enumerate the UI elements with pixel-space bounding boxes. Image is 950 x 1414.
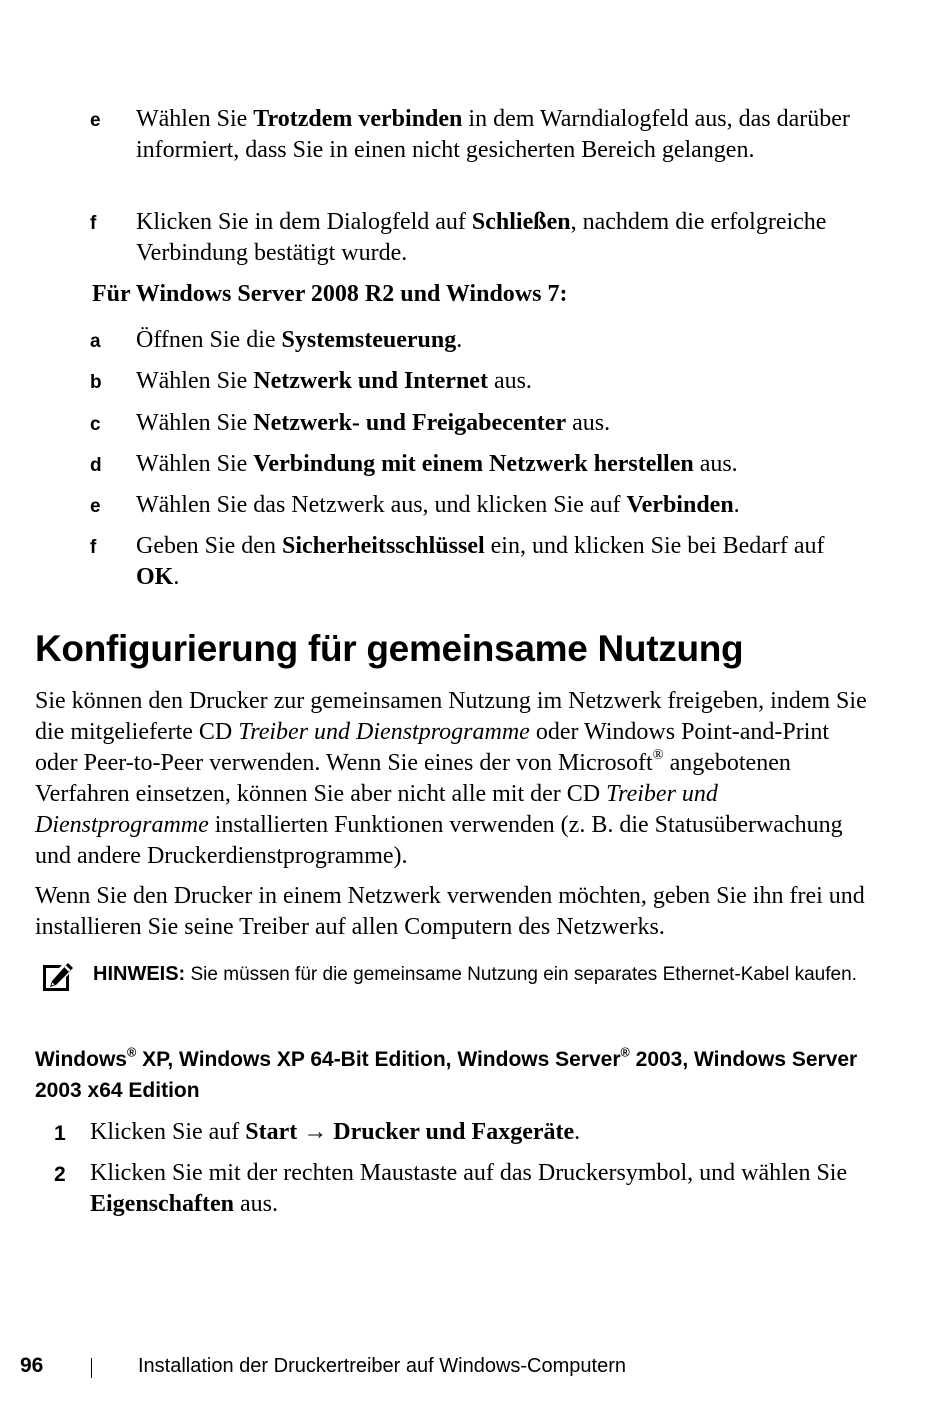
page-footer	[0, 1354, 950, 1384]
step-text: Wählen Sie Netzwerk- und Freigabecenter aus.	[136, 410, 611, 436]
step-text: Geben Sie den Sicherheitsschlüssel ein, und klicken Sie bei Bedarf auf OK.	[136, 533, 825, 590]
step-text: Wählen Sie Verbindung mit einem Netzwerk herstellen aus.	[136, 451, 738, 477]
body-paragraph: Sie können den Drucker zur gemeinsamen Nutzung im Netzwerk freigeben, indem Sie die mitgelieferte CD Treiber und Dienstprogramme oder Windows Point-and-Print oder Peer-to-Peer verwenden. Wenn Sie eines der von Microsoft® angebotenen Verfahren einsetzen, können Sie aber nicht alle mit der CD Treiber und Dienstprogramme installierten Funktionen verwenden (z. B. die Statusüberwachung und andere Druckerdienstprogramme).	[35, 688, 867, 869]
step-text: Klicken Sie auf Start → Drucker und Faxgeräte.	[90, 1119, 581, 1145]
step-text: Klicken Sie mit der rechten Maustaste auf das Druckersymbol, und wählen Sie Eigenschaften aus.	[90, 1160, 848, 1217]
step-letter: c	[90, 414, 101, 435]
step-item	[90, 207, 870, 269]
section-title: Konfigurierung für gemeinsame Nutzung	[35, 628, 744, 669]
body-paragraph: Wenn Sie den Drucker in einem Netzwerk verwenden möchten, geben Sie ihn frei und installieren Sie seine Treiber auf allen Computern des Netzwerks.	[35, 883, 865, 940]
step-letter: f	[90, 537, 97, 558]
step-item	[90, 366, 870, 397]
footer-divider	[91, 1358, 92, 1378]
windows7-heading: Für Windows Server 2008 R2 und Windows 7:	[92, 281, 568, 307]
step-text: Wählen Sie Netzwerk und Internet aus.	[136, 368, 532, 394]
step-letter: e	[90, 110, 101, 131]
step-letter: a	[90, 331, 101, 352]
step-item	[90, 449, 870, 480]
note-box	[40, 960, 880, 989]
step-letter: d	[90, 455, 102, 476]
numbered-step	[54, 1158, 870, 1220]
step-text: Wählen Sie das Netzwerk aus, und klicken Sie auf Verbinden.	[136, 492, 740, 518]
step-item	[90, 325, 870, 356]
step-text: Klicken Sie in dem Dialogfeld auf Schließen, nachdem die erfolgreiche Verbindung bestätigt wurde.	[136, 209, 827, 266]
note-label: HINWEIS:	[93, 963, 186, 985]
step-letter: e	[90, 496, 101, 517]
step-text: Öffnen Sie die Systemsteuerung.	[136, 327, 463, 353]
footer-title: Installation der Druckertreiber auf Windows-Computern	[138, 1355, 626, 1377]
note-text: HINWEIS: Sie müssen für die gemeinsame Nutzung ein separates Ethernet-Kabel kaufen.	[93, 963, 857, 985]
step-letter: b	[90, 372, 102, 393]
note-pencil-icon	[40, 962, 74, 994]
step-item	[90, 490, 870, 521]
subsection-title: Windows® XP, Windows XP 64-Bit Edition, Windows Server® 2003, Windows Server 2003 x64 Edition	[35, 1045, 858, 1102]
step-text: Wählen Sie Trotzdem verbinden in dem Warndialogfeld aus, das darüber informiert, dass Sie in einen nicht gesicherten Bereich gelangen.	[136, 106, 850, 163]
step-item	[90, 531, 870, 593]
step-number: 2	[54, 1163, 66, 1186]
numbered-step	[54, 1117, 870, 1148]
page-number: 96	[20, 1354, 44, 1377]
step-item	[90, 104, 870, 166]
step-letter: f	[90, 213, 97, 234]
step-item	[90, 408, 870, 439]
step-number: 1	[54, 1122, 66, 1145]
